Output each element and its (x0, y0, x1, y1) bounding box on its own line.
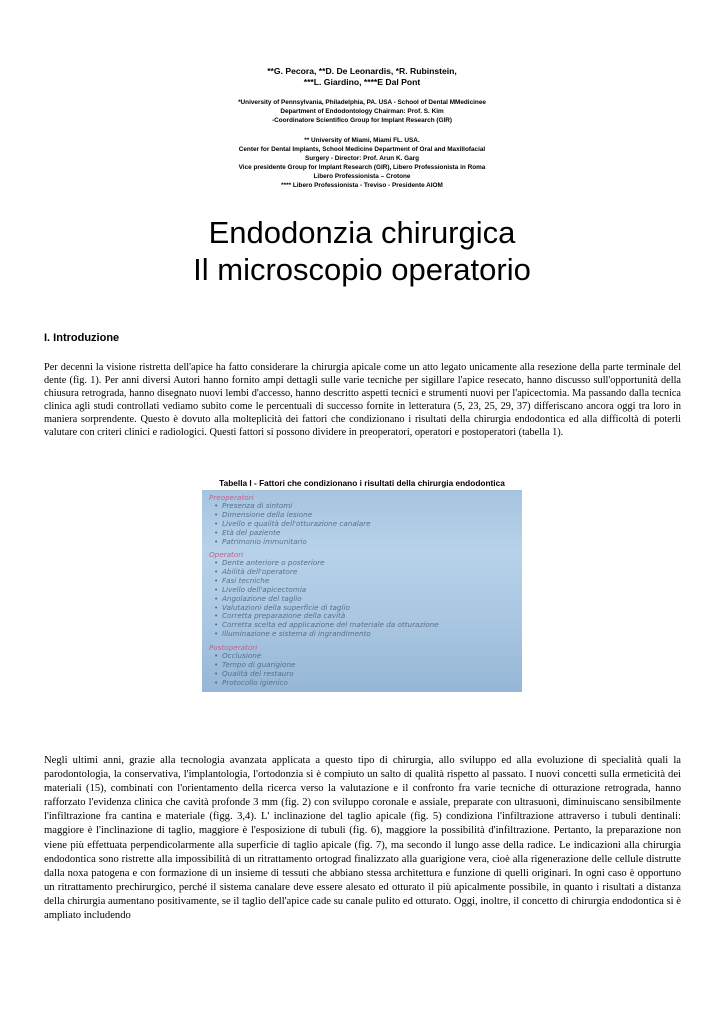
table-item: • Valutazioni della superficie di taglio (208, 604, 439, 613)
affiliation-line: Department of Endodontology Chairman: Prof. S. Kim (280, 108, 444, 115)
table-item: • Corretta scelta ed applicazione del materiale da otturazione (208, 621, 439, 630)
table-group-postoperatori (208, 643, 295, 688)
table-item: • Qualità del restauro (208, 670, 295, 679)
table-group-heading: Operatori (209, 550, 244, 559)
table-item: • Occlusione (208, 652, 295, 661)
affiliation-block-2 (0, 136, 724, 190)
affiliation-line: ** University of Miami, Miami FL. USA. (304, 137, 420, 144)
table-caption: Tabella I - Fattori che condizionano i risultati della chirurgia endodontica (219, 478, 505, 488)
table-item: • Dimensione della lesione (208, 511, 371, 520)
table-item: • Dente anteriore o posteriore (208, 559, 439, 568)
title-line-1: Endodonzia chirurgica (208, 215, 516, 250)
table-item: • Fasi tecniche (208, 577, 439, 586)
section-heading: I. Introduzione (44, 332, 120, 344)
table-group-heading: Preoperatori (209, 493, 254, 502)
intro-paragraph: Per decenni la visione ristretta dell'apice ha fatto considerare la chirurgia apicale come un atto legato unicamente alla resezione della parte terminale del dente (fig. 1). Per anni diversi Autori hanno fornito ampi dettagli sulle varie tecniche per sigillare l'apice resecato, hanno discusso sull'opportunità della chiusura retrograda, hanno disegnato nuovi lembi d'accesso, hanno descritto aspetti tecnici e strumenti nuovi per l'apicectomia. Ma passando dalla tecnica clinica agli studi controllati vediamo subito come le percentuali di successo fornite in letteratura (5, 23, 25, 29, 37) differiscano ancora oggi tra loro in maniera sorprendente. Questo è dovuto alla molteplicità dei fattori che condizionano i risultati della chirurgia endodontica ed alla difficoltà di poterli valutare con criteri clinici e radiologici. Questi fattori si possono dividere in preoperatori, operatori e postoperatori (tabella 1). (44, 362, 681, 438)
authors-line-2: ***L. Giardino, ****E Dal Pont (303, 76, 421, 87)
table-group-preoperatori (208, 493, 371, 547)
affiliation-line: Libero Professionista – Crotone (313, 173, 411, 180)
affiliation-line: *University of Pennsylvania, Philadelphia, PA. USA - School of Dental MMedicinee (238, 99, 486, 106)
table-item: • Tempo di guarigione (208, 661, 295, 670)
page-title (0, 214, 724, 288)
table-item: • Abilità dell'operatore (208, 568, 439, 577)
author-list (0, 66, 724, 87)
table-item: • Illuminazione e sistema di ingrandimento (208, 630, 439, 639)
affiliation-line: Center for Dental Implants, School Medicine Department of Oral and Maxillofacial (238, 146, 486, 153)
table-item: • Livello dell'apicectomia (208, 586, 439, 595)
authors-line-1: **G. Pecora, **D. De Leonardis, *R. Rubinstein, (267, 66, 457, 76)
body-paragraph: Negli ultimi anni, grazie alla tecnologia avanzata applicata a questo tipo di chirurgia, allo sviluppo ed alla evoluzione di specialità quali la parodontologia, la conservativa, l'implantologia, l'ortodonzia si è compiuto un salto di qualità rispetto al passato. I nuovi concetti sulla ermeticità dei materiali (15), combinati con l'orientamento della ricerca verso la valutazione e il confronto fra varie tecniche di otturazione retrograda, hanno rafforzato l'evidenza clinica che cavità profonde 3 mm (fig. 2) con sviluppo coronale e assiale, preparate con ultrasuoni, diminuiscano sensibilmente l'infiltrazione fra cantina e materiale (figg. 3,4). L' inclinazione del taglio apicale (fig. 5) condiziona l'infiltrazione attraverso i tubuli dentinali: maggiore è l'inclinazione di taglio, maggiore è l'esposizione di tubuli (fig. 6), maggiore la possibilità d'infiltrazione. Pertanto, la preparazione non viene più effettuata perpendicolarmente alla superficie di taglio apicale (fig. 7), ma secondo il lungo asse della radice. Le indicazioni alla chirurgia endodontica sono ristrette alla impossibilità di un ritrattamento ortograd finalizzato alla guarigione vera, cioè alla rigenerazione delle cellule distrutte dalla noxa patogena e con formazione di un insieme di tessuti che abbiano stessa architettura e funzione di quelli originari. In ogni caso è opportuno un ritrattamento prechirurgico, perché il sistema canalare deve essere alesato ed otturato il più apicalmente possibile, in quanto i risultati a distanza della chirurgia aumentano positivamente, se il taglio dell'apice cade su canale pulito ed otturato. Oggi, inoltre, il concetto di chirurgia endodontica si è ampliato includendo (44, 755, 681, 922)
table-image (202, 490, 522, 692)
table-group-heading: Postoperatori (209, 643, 258, 652)
table-item: • Corretta preparazione della cavità (208, 612, 439, 621)
affiliation-line: Vice presidente Group for Implant Research (GIR), Libero Professionista in Roma (238, 164, 486, 171)
table-item: • Presenza di sintomi (208, 502, 371, 511)
table-item: • Età del paziente (208, 529, 371, 538)
affiliation-line: Surgery - Director: Prof. Arun K. Garg (304, 155, 420, 162)
table-group-operatori (208, 550, 439, 639)
table-item: • Protocollo igienico (208, 679, 295, 688)
title-line-2: Il microscopio operatorio (193, 252, 531, 287)
affiliation-block-1 (0, 98, 724, 125)
table-item: • Patrimonio immunitario (208, 538, 371, 547)
table-item: • Livello e qualità dell'otturazione canalare (208, 520, 371, 529)
affiliation-line: **** Libero Professionista - Treviso - Presidente AIOM (281, 182, 443, 189)
affiliation-line: -Coordinatore Scientifico Group for Implant Research (GIR) (271, 117, 453, 124)
table-item: • Angolazione del taglio (208, 595, 439, 604)
